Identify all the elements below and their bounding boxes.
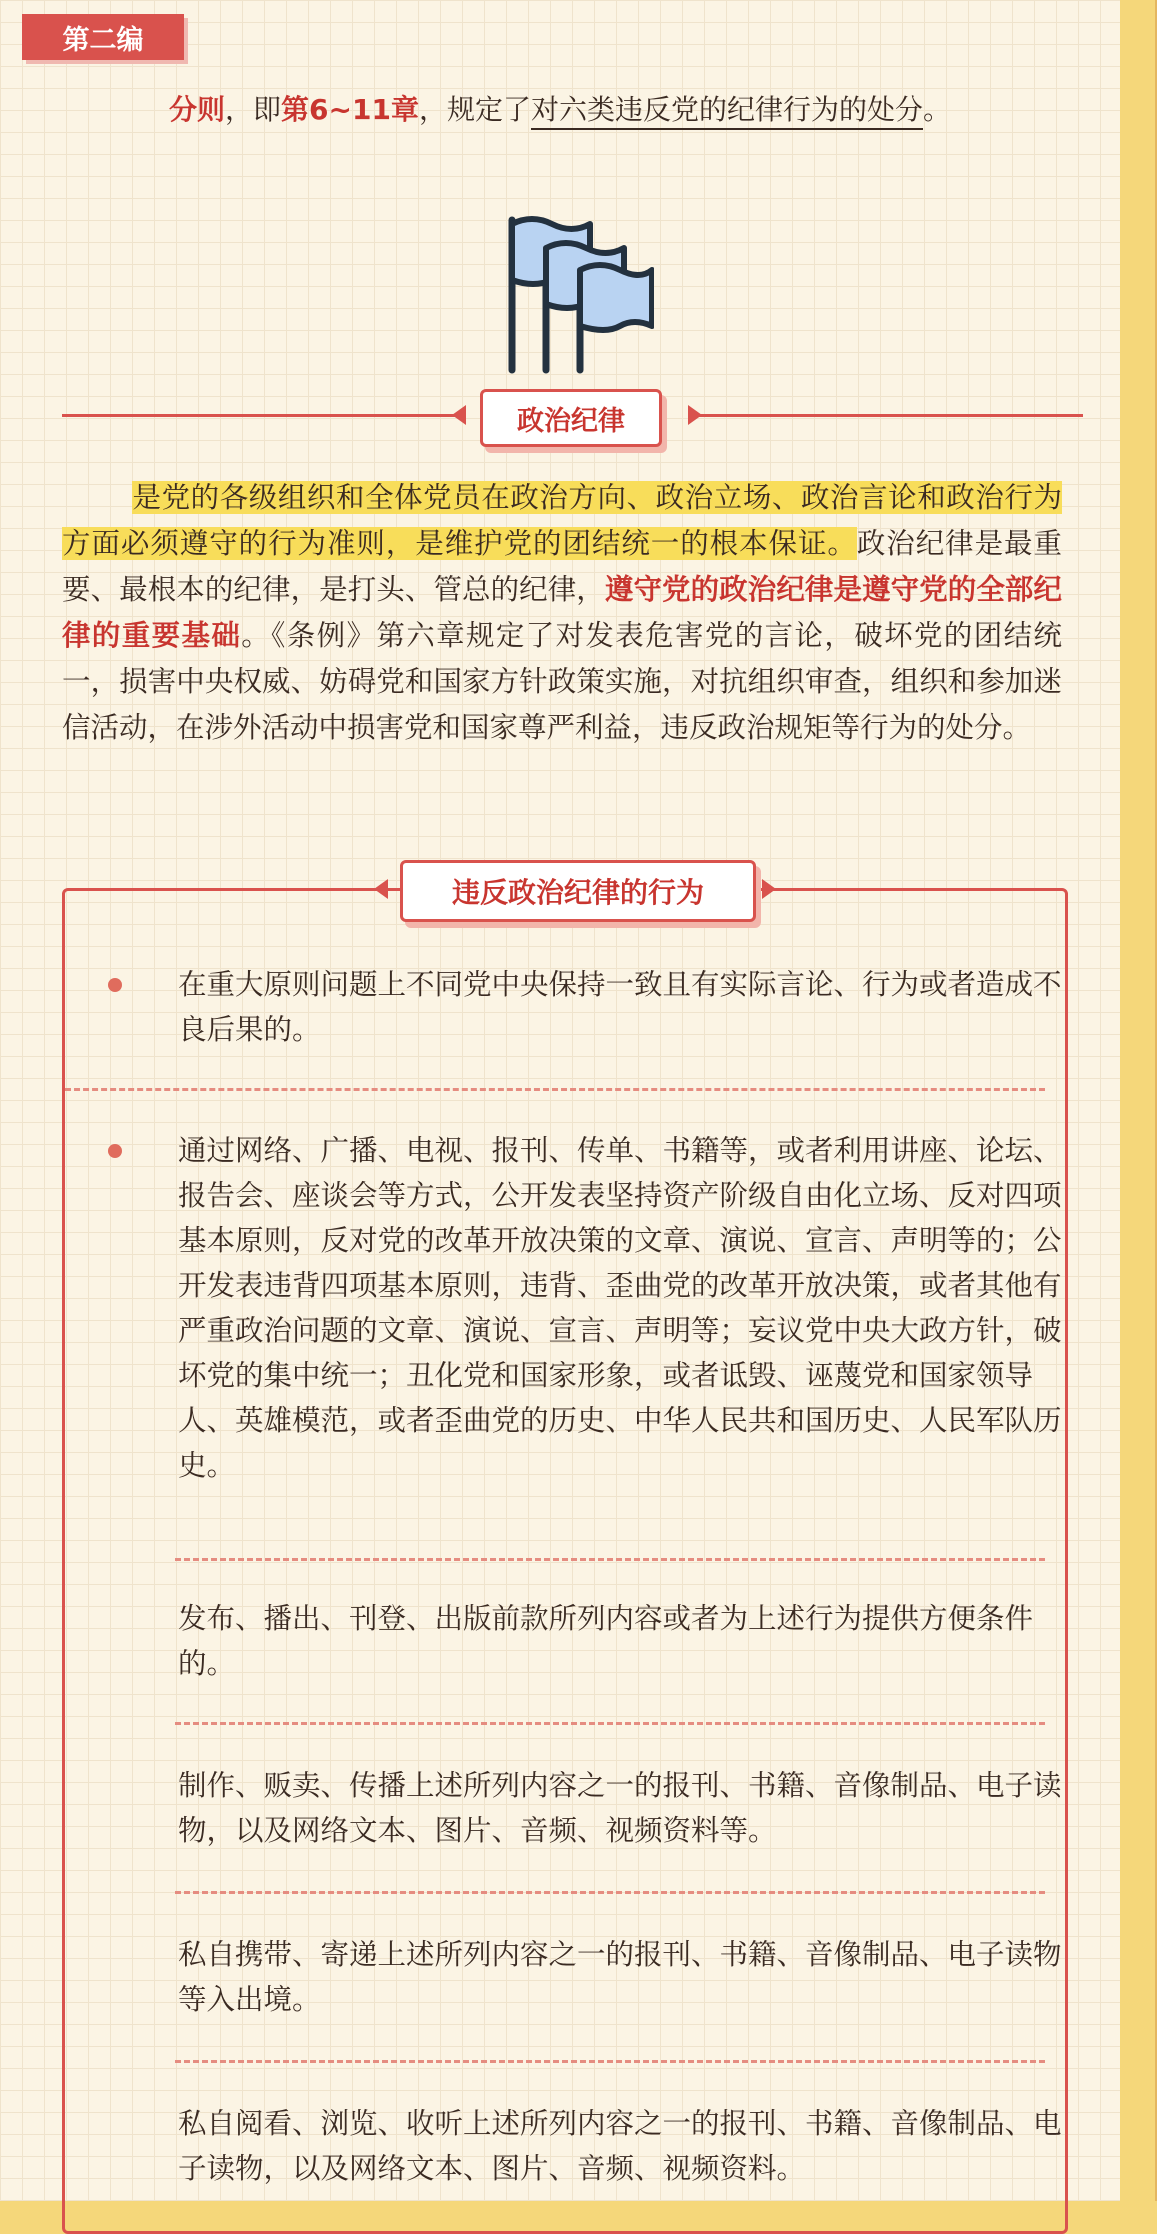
section1-key-point: 遵守党的政治纪律是遵守党的全部纪律的重要基础 — [62, 573, 1062, 652]
flag-icon — [494, 210, 654, 375]
section1-text-a: 政治纪律是最重要、最根本的纪律，是打头、管总的纪律， — [62, 527, 1062, 606]
section1-rule-right — [688, 414, 1083, 417]
item-divider-5 — [175, 2060, 1045, 2063]
item-divider-1 — [65, 1088, 1045, 1091]
section1-rule-left — [62, 414, 462, 417]
section1-paragraph — [62, 475, 1062, 751]
intro-text-a: ，即 — [225, 93, 282, 126]
intro-underlined: 对六类违反党的纪律行为的处分 — [531, 93, 923, 130]
violation-item-1: 在重大原则问题上不同党中央保持一致且有实际言论、行为或者造成不良后果的。 — [178, 968, 1062, 1046]
intro-text-b: ，规定了 — [418, 93, 531, 126]
list-bullet-2 — [108, 1144, 122, 1158]
section2-title: 违反政治纪律的行为 — [400, 860, 756, 922]
section1-highlight: 是党的各级组织和全体党员在政治方向、政治立场、政治言论和政治行为方面必须遵守的行为准则，是维护党的团结统一的根本保证。 — [62, 481, 1062, 560]
list-bullet-1 — [108, 978, 122, 992]
violation-item-5: 私自携带、寄递上述所列内容之一的报刊、书籍、音像制品、电子读物等入出境。 — [178, 1938, 1062, 2016]
part-tag: 第二编 — [22, 14, 184, 60]
violation-item-6: 私自阅看、浏览、收听上述所列内容之一的报刊、书籍、音像制品、电子读物，以及网络文本、图片、音频、视频资料。 — [178, 2107, 1062, 2185]
violation-item-2: 通过网络、广播、电视、报刊、传单、书籍等，或者利用讲座、论坛、报告会、座谈会等方式，公开发表坚持资产阶级自由化立场、反对四项基本原则，反对党的改革开放决策的文章、演说、宣言、声明等的；公开发表违背四项基本原则，违背、歪曲党的改革开放决策，或者其他有严重政治问题的文章、演说、宣言、声明等；妄议党中央大政方针，破坏党的集中统一；丑化党和国家形象，或者诋毁、诬蔑党和国家领导人、英雄模范，或者歪曲党的历史、中华人民共和国历史、人民军队历史。 — [178, 1134, 1062, 1482]
section2-arrow-left — [374, 879, 388, 899]
section1-arrow-right — [688, 405, 702, 425]
item-divider-4 — [175, 1891, 1045, 1894]
intro-period: 。 — [922, 93, 951, 126]
section2-arrow-right — [762, 879, 776, 899]
violation-item-4: 制作、贩卖、传播上述所列内容之一的报刊、书籍、音像制品、电子读物，以及网络文本、图片、音频、视频资料等。 — [178, 1769, 1062, 1847]
intro-line — [0, 90, 1120, 130]
intro-chapters: 第6~11章 — [281, 93, 419, 126]
intro-part: 分则 — [169, 93, 226, 126]
section1-title: 政治纪律 — [480, 389, 662, 447]
item-divider-2 — [175, 1558, 1045, 1561]
section1-text-b: 。《条例》第六章规定了对发表危害党的言论，破坏党的团结统一，损害中央权威、妨碍党和国家方针政策实施，对抗组织审查，组织和参加迷信活动，在涉外活动中损害党和国家尊严利益，违反政治规矩等行为的处分。 — [62, 619, 1062, 744]
violation-item-3: 发布、播出、刊登、出版前款所列内容或者为上述行为提供方便条件的。 — [178, 1602, 1034, 1680]
section1-arrow-left — [452, 405, 466, 425]
item-divider-3 — [175, 1722, 1045, 1725]
